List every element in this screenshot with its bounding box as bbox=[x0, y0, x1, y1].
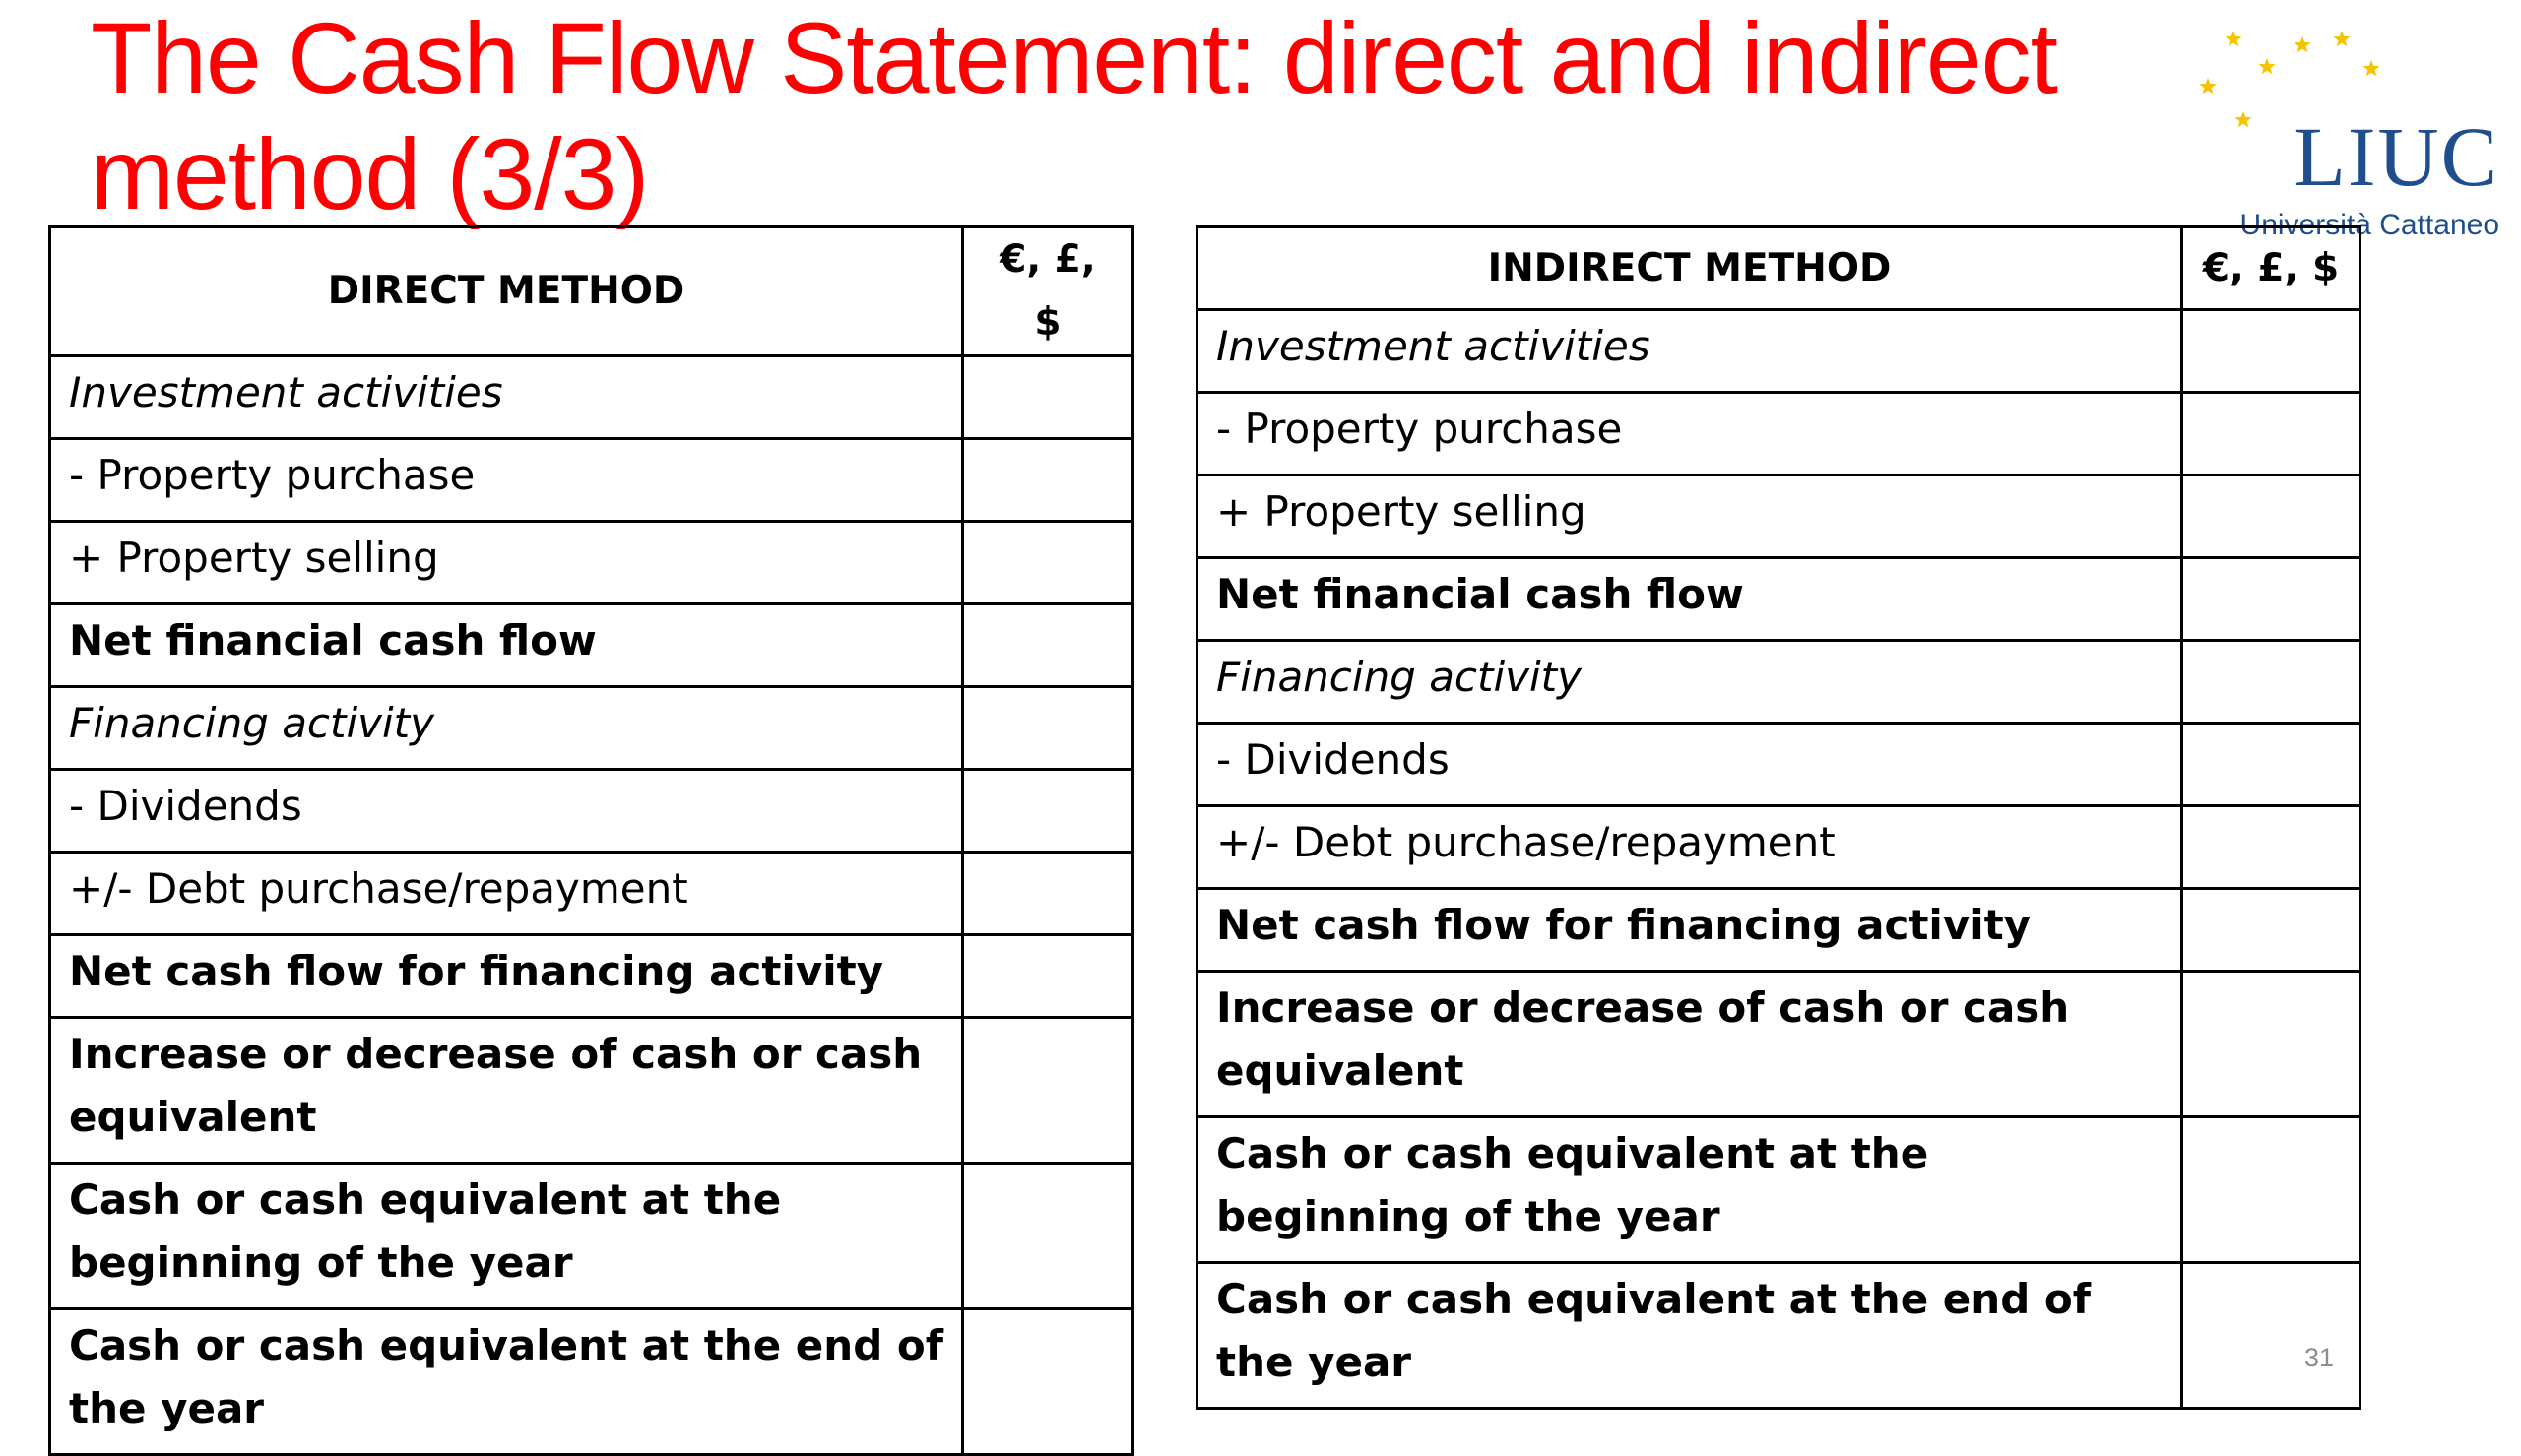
table-row bbox=[1197, 393, 2360, 475]
amount-cell bbox=[963, 604, 1133, 687]
table-row bbox=[1197, 558, 2360, 641]
row-label: + Property selling bbox=[1197, 475, 2182, 558]
indirect-method-table bbox=[1196, 225, 2361, 1410]
row-label: Net cash flow for financing activity bbox=[50, 935, 963, 1018]
row-label: Cash or cash equivalent at the beginning of the year bbox=[50, 1164, 963, 1309]
row-label: Investment activities bbox=[50, 356, 963, 439]
row-label: Financing activity bbox=[1197, 641, 2182, 724]
slide-title-line-1: The Cash Flow Statement: direct and indirect bbox=[91, 2, 2057, 114]
logo-star-icon bbox=[2362, 60, 2379, 76]
table-row bbox=[1197, 889, 2360, 972]
table-row bbox=[50, 853, 1133, 935]
logo-star-icon bbox=[2199, 78, 2216, 94]
row-label: - Property purchase bbox=[50, 439, 963, 522]
logo-star-icon bbox=[2234, 111, 2251, 127]
amount-cell bbox=[2182, 1263, 2360, 1409]
row-label: Cash or cash equivalent at the end of the year bbox=[50, 1309, 963, 1455]
row-label: +/- Debt purchase/repayment bbox=[1197, 806, 2182, 889]
amount-cell bbox=[963, 853, 1133, 935]
amount-cell bbox=[2182, 558, 2360, 641]
table-row bbox=[50, 1164, 1133, 1309]
amount-cell bbox=[2182, 806, 2360, 889]
amount-cell bbox=[2182, 1117, 2360, 1263]
table-row bbox=[50, 1309, 1133, 1455]
amount-cell bbox=[963, 1018, 1133, 1164]
table-row bbox=[50, 439, 1133, 522]
row-label: - Dividends bbox=[1197, 724, 2182, 806]
row-label: Net cash flow for financing activity bbox=[1197, 889, 2182, 972]
amount-cell bbox=[2182, 724, 2360, 806]
table-row bbox=[1197, 724, 2360, 806]
row-label: Investment activities bbox=[1197, 310, 2182, 393]
slide-title-line-2: method (3/3) bbox=[91, 118, 649, 230]
table-row bbox=[50, 356, 1133, 439]
row-label: + Property selling bbox=[50, 522, 963, 604]
table-row bbox=[1197, 806, 2360, 889]
amount-cell bbox=[2182, 475, 2360, 558]
logo-star-icon bbox=[2225, 31, 2241, 46]
direct-method-table bbox=[48, 225, 1134, 1456]
slide-title bbox=[91, 0, 2060, 232]
table-row bbox=[50, 604, 1133, 687]
table-row bbox=[1197, 641, 2360, 724]
amount-cell bbox=[963, 522, 1133, 604]
amount-cell bbox=[963, 356, 1133, 439]
table-row bbox=[50, 770, 1133, 853]
amount-cell bbox=[2182, 641, 2360, 724]
logo-wordmark: LIUC bbox=[2294, 109, 2499, 204]
direct-amount-header: €, £, $ bbox=[963, 227, 1133, 356]
table-row bbox=[1197, 1117, 2360, 1263]
direct-header-row bbox=[50, 227, 1133, 356]
row-label: Increase or decrease of cash or cash equivalent bbox=[50, 1018, 963, 1164]
logo-star-icon bbox=[2258, 58, 2275, 74]
table-row bbox=[50, 687, 1133, 770]
amount-cell bbox=[963, 687, 1133, 770]
row-label: Net financial cash flow bbox=[50, 604, 963, 687]
amount-cell bbox=[2182, 889, 2360, 972]
table-row bbox=[1197, 310, 2360, 393]
university-logo bbox=[2176, 22, 2511, 258]
row-label: Cash or cash equivalent at the beginning of the year bbox=[1197, 1117, 2182, 1263]
direct-header-label: DIRECT METHOD bbox=[50, 227, 963, 356]
amount-cell bbox=[963, 439, 1133, 522]
row-label: Financing activity bbox=[50, 687, 963, 770]
amount-cell bbox=[963, 770, 1133, 853]
table-row bbox=[50, 935, 1133, 1018]
row-label: +/- Debt purchase/repayment bbox=[50, 853, 963, 935]
row-label: Increase or decrease of cash or cash equivalent bbox=[1197, 972, 2182, 1117]
amount-cell bbox=[2182, 393, 2360, 475]
amount-cell bbox=[2182, 310, 2360, 393]
row-label: Net financial cash flow bbox=[1197, 558, 2182, 641]
table-row bbox=[1197, 972, 2360, 1117]
amount-cell bbox=[963, 935, 1133, 1018]
logo-star-icon bbox=[2294, 36, 2310, 52]
amount-cell bbox=[963, 1164, 1133, 1309]
page-number: 31 bbox=[2304, 1343, 2335, 1372]
row-label: Cash or cash equivalent at the end of the year bbox=[1197, 1263, 2182, 1409]
indirect-header-label: INDIRECT METHOD bbox=[1197, 227, 2182, 310]
table-row bbox=[1197, 475, 2360, 558]
indirect-header-row bbox=[1197, 227, 2360, 310]
table-row bbox=[50, 522, 1133, 604]
indirect-amount-header: €, £, $ bbox=[2182, 227, 2360, 310]
logo-subtitle: Università Cattaneo bbox=[2239, 209, 2499, 241]
amount-cell bbox=[963, 1309, 1133, 1455]
row-label: - Property purchase bbox=[1197, 393, 2182, 475]
table-row bbox=[1197, 1263, 2360, 1409]
row-label: - Dividends bbox=[50, 770, 963, 853]
amount-cell bbox=[2182, 972, 2360, 1117]
logo-star-icon bbox=[2333, 31, 2350, 46]
table-row bbox=[50, 1018, 1133, 1164]
